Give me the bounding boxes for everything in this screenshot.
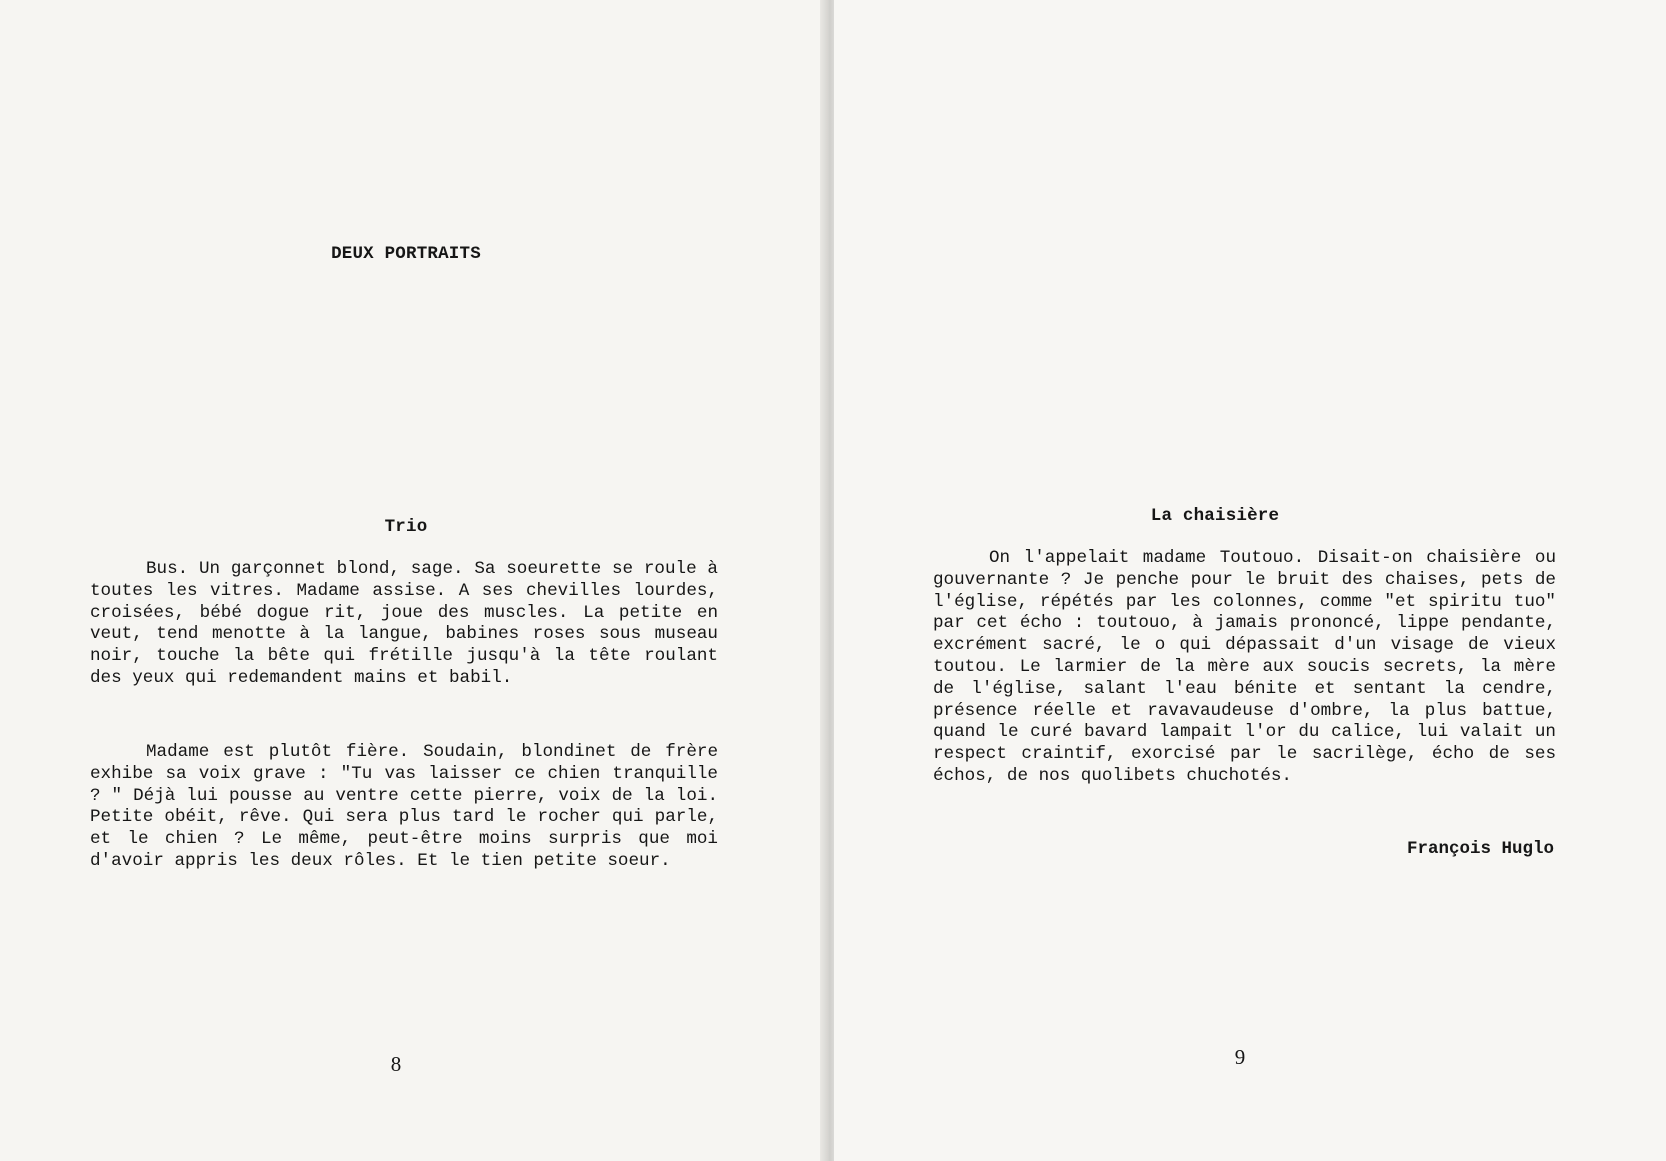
chaisiere-paragraph: On l'appelait madame Toutouo. Disait-on chaisière ou gouvernante ? Je penche pour le bruit des chaises, pets de l'église, répétés par les colonnes, comme "et spiritu tuo" par cet écho : toutouo, à jamais prononcé, lippe pendante, excrément sacré, le o qui dépassait d'un visage de vieux toutou. Le larmier de la mère aux soucis secrets, la mère de l'église, salant l'eau bénite et sentant la cendre, présence réelle et ravavaudeuse d'ombre, la plus battue, quand le curé bavard lampait l'or du calice, lui valait un respect craintif, exorcisé par le sacrilège, écho de ses échos, de nos quolibets chuchotés. [933, 548, 1556, 786]
author-signature: François Huglo [1406, 839, 1554, 859]
trio-heading: Trio [384, 517, 428, 537]
trio-paragraph-1: Bus. Un garçonnet blond, sage. Sa soeurette se roule à toutes les vitres. Madame assise. A ses chevilles lourdes, croisées, bébé dogue rit, joue des muscles. La petite en veut, tend menotte à la langue, babines roses sous museau noir, touche la bête qui frétille jusqu'à la tête roulant des yeux qui redemandent mains et babil. [90, 559, 718, 688]
left-page [0, 0, 826, 1161]
section-title: DEUX PORTRAITS [331, 244, 481, 264]
page-number-right: 9 [1234, 1045, 1246, 1069]
right-page [834, 0, 1666, 1161]
chaisiere-heading: La chaisière [1150, 506, 1280, 526]
trio-paragraph-2: Madame est plutôt fière. Soudain, blondinet de frère exhibe sa voix grave : "Tu vas laisser ce chien tranquille ? " Déjà lui pousse au ventre cette pierre, voix de la loi. Petite obéit, rêve. Qui sera plus tard le rocher qui parle, et le chien ? Le même, peut-être moins surpris que moi d'avoir appris les deux rôles. Et le tien petite soeur. [90, 742, 718, 871]
page-number-left: 8 [390, 1052, 402, 1076]
